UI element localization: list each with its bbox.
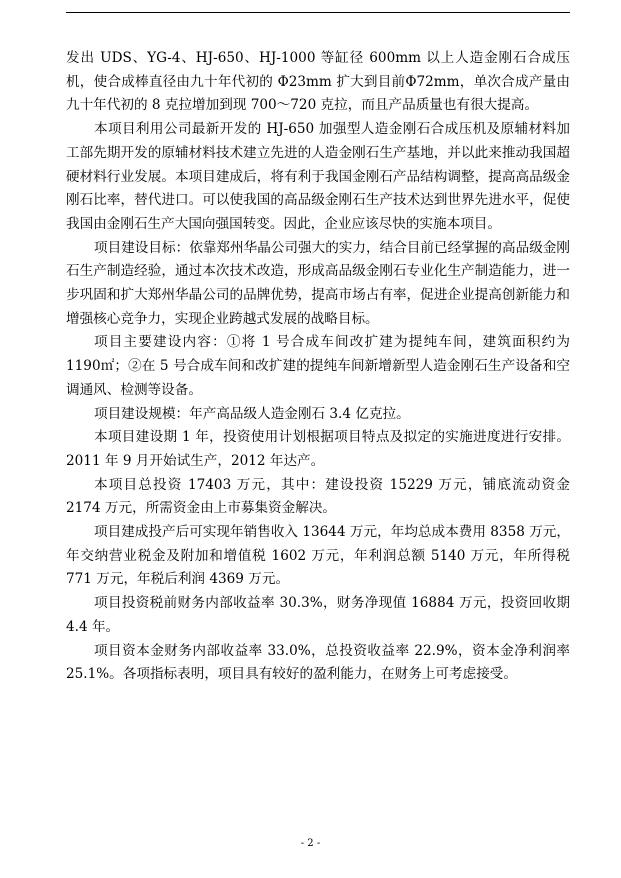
paragraph-8: 项目建成投产后可实现年销售收入 13644 万元，年均总成本费用 8358 万元，年交纳营业税金及附加和增值税 1602 万元，年利润总额 5140 万元，年所得税 771 万元，年税后利润 4369 万元。 xyxy=(66,524,570,588)
paragraph-3: 项目建设目标：依靠郑州华晶公司强大的实力，结合目前已经掌握的高品级金刚石生产制造经验，通过本次技术改造，形成高品级金刚石专业化生产制造能力，进一步巩固和扩大郑州华晶公司的品牌优势，提高市场占有率，促进企业提高创新能力和增强核心竞争力，实现企业跨越式发展的战略目标。 xyxy=(66,239,570,327)
paragraph-7: 本项目总投资 17403 万元，其中：建设投资 15229 万元，铺底流动资金 2174 万元，所需资金由上市募集资金解决。 xyxy=(66,476,570,517)
paragraph-2: 本项目利用公司最新开发的 HJ-650 加强型人造金刚石合成压机及原辅材料加工部先期开发的原辅材料技术建立先进的人造金刚石生产基地，并以此来推动我国超硬材料行业发展。本项目建成后，将有利于我国金刚石产品结构调整，提高高品级金刚石比率，替代进口。可以使我国的高品级金刚石生产技术达到世界先进水平，促使我国由金刚石生产大国向强国转变。因此，企业应该尽快的实施本项目。 xyxy=(66,121,570,232)
paragraph-6: 本项目建设期 1 年，投资使用计划根据项目特点及拟定的实施进度进行安排。2011 年 9 月开始试生产，2012 年达产。 xyxy=(66,429,570,469)
paragraph-5: 项目建设规模：年产高品级人造金刚石 3.4 亿克拉。 xyxy=(94,405,410,422)
paragraph-4: 项目主要建设内容：①将 1 号合成车间改扩建为提纯车间，建筑面积约为 1190㎡；②在 5 号合成车间和改扩建的提纯车间新增新型人造金刚石生产设备和空调通风、检测等设备。 xyxy=(66,334,570,398)
paragraph-10: 项目资本金财务内部收益率 33.0%，总投资收益率 22.9%，资本金净利润率 25.1%。各项指标表明，项目具有较好的盈利能力，在财务上可考虑接受。 xyxy=(66,642,570,683)
header-rule xyxy=(66,12,570,13)
paragraph-1: 发出 UDS、YG-4、HJ-650、HJ-1000 等缸径 600mm 以上人造金刚石合成压机，使合成棒直径由九十年代初的 Φ23mm 扩大到目前Φ72mm，单次合成产量由九十年代初的 8 克拉增加到现 700～720 克拉，而且产品质量也有很大提高。 xyxy=(66,50,570,114)
page-number: - 2 - xyxy=(300,838,321,849)
document-body xyxy=(66,47,570,687)
paragraph-9: 项目投资税前财务内部收益率 30.3%，财务净现值 16884 万元，投资回收期 4.4 年。 xyxy=(66,595,570,635)
